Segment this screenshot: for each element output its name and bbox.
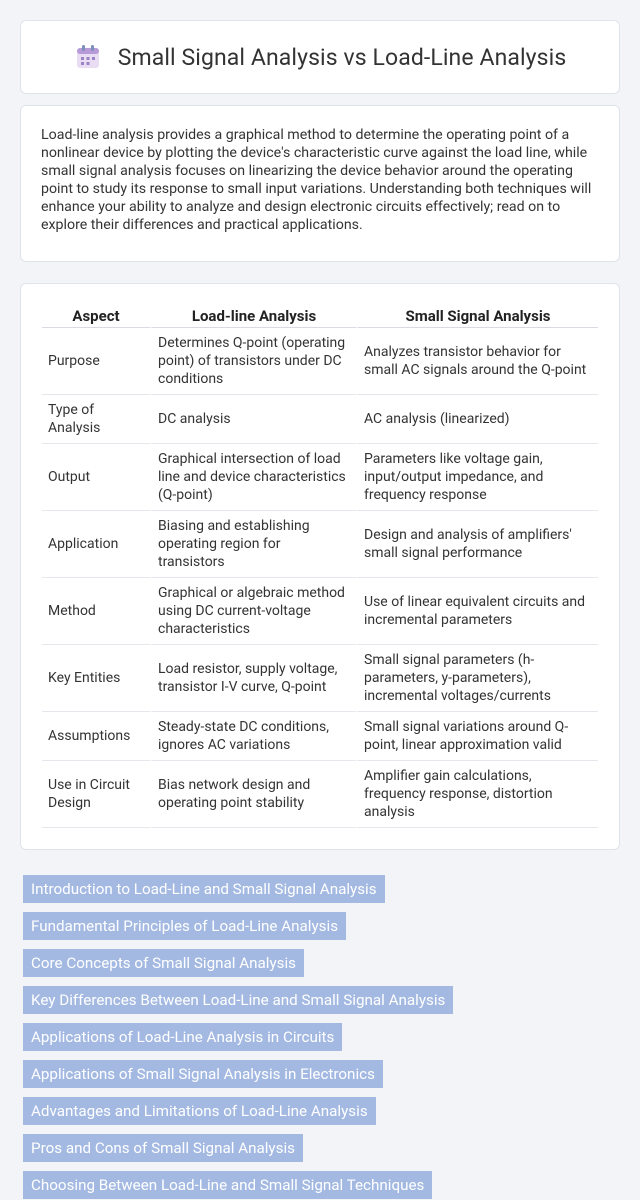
topic-link[interactable]: Pros and Cons of Small Signal Analysis <box>23 1134 303 1162</box>
header-load-line: Load-line Analysis <box>150 300 356 328</box>
cell-small-signal: Parameters like voltage gain, input/output impedance, and frequency response <box>356 444 598 511</box>
cell-load-line: Graphical or algebraic method using DC current-voltage characteristics <box>150 578 356 645</box>
cell-load-line: DC analysis <box>150 395 356 444</box>
cell-aspect: Key Entities <box>42 645 150 712</box>
table-row <box>42 395 598 444</box>
table-header-row <box>42 300 598 328</box>
cell-small-signal: AC analysis (linearized) <box>356 395 598 444</box>
table-row <box>42 578 598 645</box>
table-row <box>42 444 598 511</box>
page-title: Small Signal Analysis vs Load-Line Analysis <box>117 43 567 71</box>
cell-small-signal: Design and analysis of amplifiers' small signal performance <box>356 511 598 578</box>
topic-link[interactable]: Applications of Small Signal Analysis in Electronics <box>23 1060 383 1088</box>
table-row <box>42 511 598 578</box>
cell-small-signal: Small signal variations around Q-point, linear approximation valid <box>356 712 598 761</box>
topic-link[interactable]: Choosing Between Load-Line and Small Signal Techniques <box>23 1171 432 1199</box>
intro-card <box>20 105 620 262</box>
cell-small-signal: Small signal parameters (h-parameters, y-parameters), incremental voltages/currents <box>356 645 598 712</box>
cell-aspect: Application <box>42 511 150 578</box>
cell-load-line: Bias network design and operating point stability <box>150 761 356 828</box>
header-aspect: Aspect <box>42 300 150 328</box>
topic-link[interactable]: Fundamental Principles of Load-Line Analysis <box>23 912 346 940</box>
table-row <box>42 761 598 828</box>
topic-link[interactable]: Introduction to Load-Line and Small Signal Analysis <box>23 875 385 903</box>
cell-aspect: Method <box>42 578 150 645</box>
header-small-signal: Small Signal Analysis <box>356 300 598 328</box>
cell-load-line: Determines Q-point (operating point) of transistors under DC conditions <box>150 328 356 395</box>
cell-load-line: Biasing and establishing operating region for transistors <box>150 511 356 578</box>
table-row <box>42 645 598 712</box>
topic-link[interactable]: Advantages and Limitations of Load-Line Analysis <box>23 1097 376 1125</box>
cell-aspect: Use in Circuit Design <box>42 761 150 828</box>
intro-paragraph: Load-line analysis provides a graphical method to determine the operating point of a nonlinear device by plotting the device's characteristic curve against the load line, while small signal analysis focuses on linearizing the device behavior around the operating point to study its response to small input variations. Understanding both techniques will enhance your ability to analyze and design electronic circuits effectively; read on to explore their differences and practical applications. <box>41 127 592 233</box>
calendar-icon <box>74 43 102 71</box>
cell-small-signal: Analyzes transistor behavior for small AC signals around the Q-point <box>356 328 598 395</box>
topic-link[interactable]: Key Differences Between Load-Line and Small Signal Analysis <box>23 986 453 1014</box>
cell-load-line: Load resistor, supply voltage, transistor I-V curve, Q-point <box>150 645 356 712</box>
topic-link[interactable]: Applications of Load-Line Analysis in Circuits <box>23 1023 342 1051</box>
topic-links <box>23 875 453 1200</box>
comparison-table <box>42 300 598 828</box>
cell-aspect: Purpose <box>42 328 150 395</box>
comparison-table-card <box>20 283 620 850</box>
topic-link[interactable]: Core Concepts of Small Signal Analysis <box>23 949 304 977</box>
cell-aspect: Assumptions <box>42 712 150 761</box>
cell-small-signal: Use of linear equivalent circuits and incremental parameters <box>356 578 598 645</box>
cell-load-line: Steady-state DC conditions, ignores AC variations <box>150 712 356 761</box>
cell-aspect: Type of Analysis <box>42 395 150 444</box>
table-row <box>42 712 598 761</box>
cell-aspect: Output <box>42 444 150 511</box>
title-card <box>20 20 620 94</box>
table-row <box>42 328 598 395</box>
cell-small-signal: Amplifier gain calculations, frequency response, distortion analysis <box>356 761 598 828</box>
cell-load-line: Graphical intersection of load line and device characteristics (Q-point) <box>150 444 356 511</box>
